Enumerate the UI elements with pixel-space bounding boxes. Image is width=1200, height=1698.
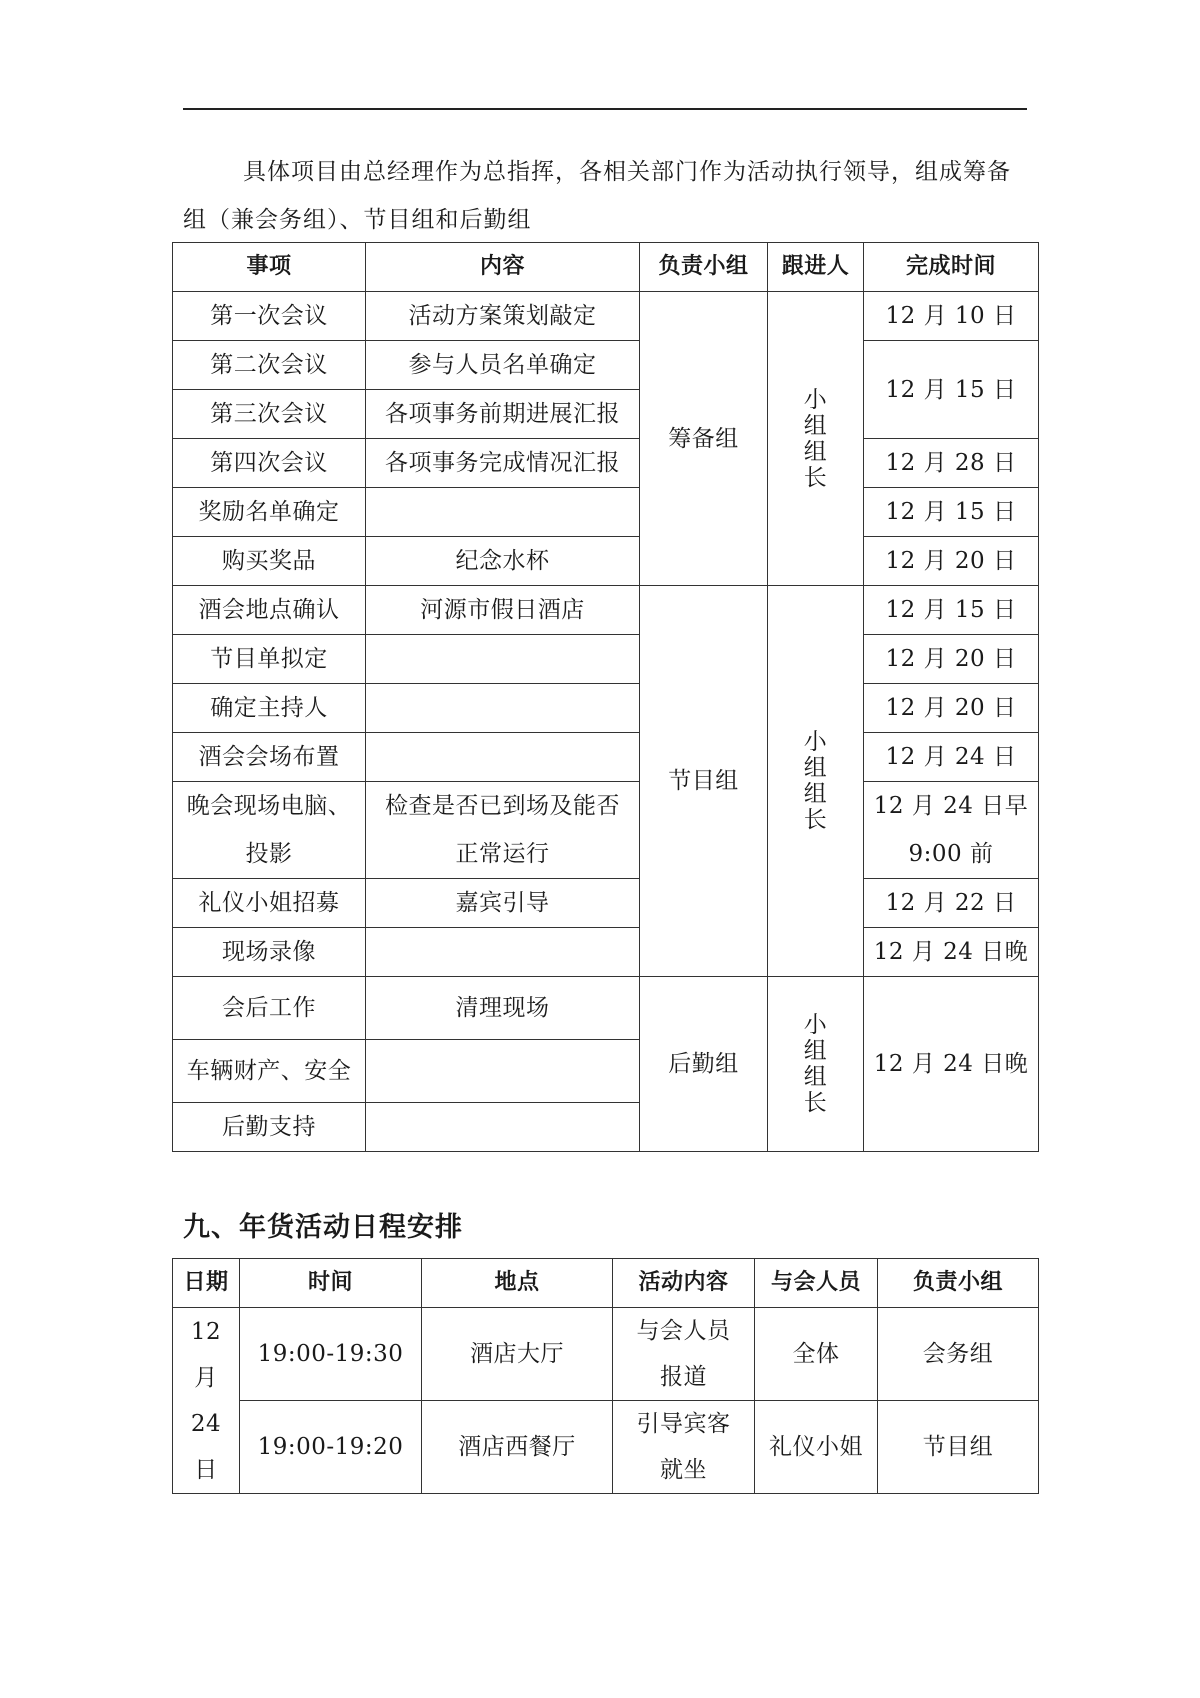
attendees-cell: 礼仪小姐 <box>755 1401 878 1494</box>
time-cell: 12 月 15 日 <box>864 586 1039 635</box>
table-row <box>173 684 1039 733</box>
content-cell: 各项事务完成情况汇报 <box>366 439 640 488</box>
time-cell: 12 月 15 日 <box>864 488 1039 537</box>
content-cell <box>366 488 640 537</box>
task-plan-table <box>172 242 1039 1152</box>
time-cell: 12 月 24 日晚 <box>864 928 1039 977</box>
header-date: 日期 <box>173 1259 240 1308</box>
header-group: 负责小组 <box>640 243 768 292</box>
activity-cell: 与会人员 报道 <box>613 1308 755 1401</box>
item-cell: 现场录像 <box>173 928 366 977</box>
date-cell: 12 月 24 日 <box>173 1308 240 1494</box>
table-row <box>173 928 1039 977</box>
content-cell <box>366 733 640 782</box>
item-cell: 车辆财产、安全 <box>173 1040 366 1103</box>
activity-cell: 引导宾客 就坐 <box>613 1401 755 1494</box>
group-cell: 节目组 <box>878 1401 1039 1494</box>
content-cell <box>366 1103 640 1152</box>
content-cell: 各项事务前期进展汇报 <box>366 390 640 439</box>
table-row <box>173 782 1039 879</box>
group-cell: 节目组 <box>640 586 768 977</box>
item-cell: 礼仪小姐招募 <box>173 879 366 928</box>
header-follower: 跟进人 <box>768 243 864 292</box>
table-row <box>173 1308 1039 1401</box>
time-cell: 12 月 22 日 <box>864 879 1039 928</box>
place-cell: 酒店大厅 <box>422 1308 613 1401</box>
table-row <box>173 292 1039 341</box>
content-cell: 河源市假日酒店 <box>366 586 640 635</box>
time-cell: 12 月 24 日 <box>864 733 1039 782</box>
follower-cell: 小 组 组 长 <box>768 586 864 977</box>
table-row <box>173 635 1039 684</box>
item-cell: 后勤支持 <box>173 1103 366 1152</box>
item-cell: 确定主持人 <box>173 684 366 733</box>
item-cell: 酒会会场布置 <box>173 733 366 782</box>
table-row <box>173 341 1039 390</box>
section-title: 九、年货活动日程安排 <box>183 1212 463 1243</box>
attendees-cell: 全体 <box>755 1308 878 1401</box>
content-cell: 嘉宾引导 <box>366 879 640 928</box>
schedule-table <box>172 1258 1039 1494</box>
time-cell: 19:00-19:30 <box>240 1308 422 1401</box>
content-cell: 参与人员名单确定 <box>366 341 640 390</box>
item-cell: 第一次会议 <box>173 292 366 341</box>
time-cell: 12 月 20 日 <box>864 537 1039 586</box>
header-item: 事项 <box>173 243 366 292</box>
content-cell: 纪念水杯 <box>366 537 640 586</box>
content-cell <box>366 684 640 733</box>
item-cell: 第二次会议 <box>173 341 366 390</box>
time-cell: 12 月 24 日早 9:00 前 <box>864 782 1039 879</box>
time-cell: 12 月 15 日 <box>864 341 1039 439</box>
table-row <box>173 977 1039 1040</box>
header-place: 地点 <box>422 1259 613 1308</box>
group-cell: 后勤组 <box>640 977 768 1152</box>
time-cell: 12 月 10 日 <box>864 292 1039 341</box>
group-cell: 会务组 <box>878 1308 1039 1401</box>
header-time: 时间 <box>240 1259 422 1308</box>
time-cell: 19:00-19:20 <box>240 1401 422 1494</box>
content-cell: 检查是否已到场及能否 正常运行 <box>366 782 640 879</box>
item-cell: 奖励名单确定 <box>173 488 366 537</box>
place-cell: 酒店西餐厅 <box>422 1401 613 1494</box>
group-cell: 筹备组 <box>640 292 768 586</box>
table-row <box>173 439 1039 488</box>
item-cell: 会后工作 <box>173 977 366 1040</box>
table-row <box>173 488 1039 537</box>
item-cell: 购买奖品 <box>173 537 366 586</box>
time-cell: 12 月 24 日晚 <box>864 977 1039 1152</box>
content-cell <box>366 928 640 977</box>
table-row <box>173 879 1039 928</box>
header-group: 负责小组 <box>878 1259 1039 1308</box>
intro-paragraph <box>183 148 1027 244</box>
table-row <box>173 733 1039 782</box>
content-cell: 活动方案策划敲定 <box>366 292 640 341</box>
content-cell <box>366 1040 640 1103</box>
content-cell <box>366 635 640 684</box>
table-header-row <box>173 243 1039 292</box>
item-cell: 晚会现场电脑、 投影 <box>173 782 366 879</box>
time-cell: 12 月 20 日 <box>864 635 1039 684</box>
content-cell: 清理现场 <box>366 977 640 1040</box>
header-time: 完成时间 <box>864 243 1039 292</box>
time-cell: 12 月 28 日 <box>864 439 1039 488</box>
item-cell: 第四次会议 <box>173 439 366 488</box>
header-content: 内容 <box>366 243 640 292</box>
table-row <box>173 586 1039 635</box>
intro-text: 具体项目由总经理作为总指挥，各相关部门作为活动执行领导，组成筹备组（兼会务组）、节目组和后勤组 <box>183 159 1011 233</box>
item-cell: 节目单拟定 <box>173 635 366 684</box>
header-rule <box>183 108 1027 110</box>
header-attendees: 与会人员 <box>755 1259 878 1308</box>
item-cell: 酒会地点确认 <box>173 586 366 635</box>
header-activity: 活动内容 <box>613 1259 755 1308</box>
table-row <box>173 1401 1039 1494</box>
item-cell: 第三次会议 <box>173 390 366 439</box>
table-header-row <box>173 1259 1039 1308</box>
time-cell: 12 月 20 日 <box>864 684 1039 733</box>
table-row <box>173 537 1039 586</box>
follower-cell: 小 组 组 长 <box>768 977 864 1152</box>
follower-cell: 小 组 组 长 <box>768 292 864 586</box>
